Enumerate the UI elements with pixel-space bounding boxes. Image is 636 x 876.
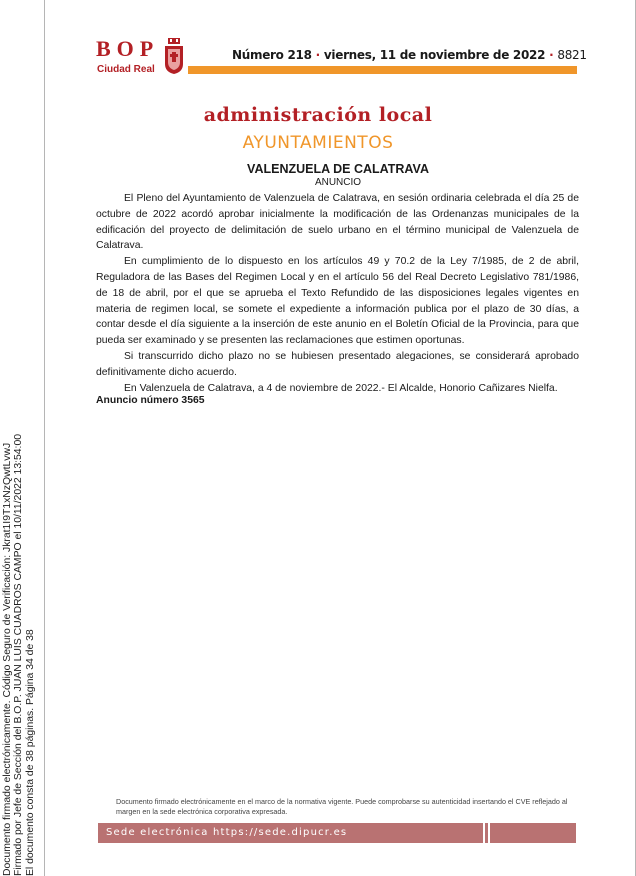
section-title: administración local — [203, 104, 433, 126]
footer-note: Documento firmado electrónicamente en el marco de la normativa vigente. Puede comprobarse su autenticidad insertando el CVE reflejado al margen en la sede electrónica corporativa expresada. — [116, 797, 568, 816]
page-number: 8821 — [557, 48, 587, 62]
side-line: El documento consta de 38 páginas. Página 34 de 38 — [24, 629, 36, 876]
logo-letters: BOP — [96, 36, 160, 61]
paragraph: El Pleno del Ayuntamiento de Valenzuela de Calatrava, en sesión ordinaria celebrada el día 25 de octubre de 2022 acordó aprobar inicialmente la modificación de las Ordenanzas municipales de la edificación del proyecto de delimitación de suelo urbano en el término municipal de Valenzuela de Calatrava. — [96, 193, 579, 252]
notice-body — [96, 191, 579, 396]
bar-divider — [483, 823, 485, 843]
municipality-title: VALENZUELA DE CALATRAVA — [247, 162, 429, 176]
issue-info — [232, 48, 587, 62]
bar-divider — [488, 823, 490, 843]
page-frame — [44, 0, 636, 876]
issue-date: viernes, 11 de noviembre de 2022 — [323, 48, 546, 62]
side-line: Firmado por Jefe de Sección del B.O.P. JUAN LUIS CUADROS CAMPO el 10/11/2022 13:54:00 — [13, 433, 25, 876]
logo-subtitle: Ciudad Real — [97, 64, 155, 75]
header-rule — [188, 66, 577, 74]
paragraph: En cumplimiento de lo dispuesto en los artículos 49 y 70.2 de la Ley 7/1985, de 2 de abril, Reguladora de las Bases del Regimen Local y en el artículo 56 del Real Decreto Legislativo 781/1986, de 18 de abril, por el que se aprueba el Texto Refundido de las disposiciones legales vigentes en materia de regimen local, se somete el expediente a información publica por el plazo de 30 días, a contar desde el día siguiente a la inserción de este anunio en el Boletín Oficial de la Provincia, para que pueda ser examinado y se presenten las reclamaciones que estimen oportunas. — [96, 256, 579, 347]
side-line: Documento firmado electrónicamente. Código Seguro de Verificación: Jkrat1I9T1xNzQwtLvwJ — [2, 442, 13, 876]
section-subtitle: AYUNTAMIENTOS — [242, 133, 394, 153]
footer-bar — [98, 823, 576, 843]
coat-of-arms-icon — [164, 38, 184, 74]
sede-link[interactable]: Sede electrónica https://sede.dipucr.es — [106, 827, 348, 838]
notice-type: ANUNCIO — [314, 177, 362, 188]
separator: · — [549, 48, 554, 62]
verification-side-text — [2, 434, 36, 876]
paragraph: Si transcurrido dicho plazo no se hubiesen presentado alegaciones, se considerará aprobado definitivamente dicho acuerdo. — [96, 350, 579, 378]
issue-number: Número 218 — [232, 48, 312, 62]
announcement-number: Anuncio número 3565 — [96, 395, 205, 406]
paragraph: En Valenzuela de Calatrava, a 4 de noviembre de 2022.- El Alcalde, Honorio Cañizares Nielfa. — [124, 382, 558, 394]
separator: · — [315, 48, 320, 62]
